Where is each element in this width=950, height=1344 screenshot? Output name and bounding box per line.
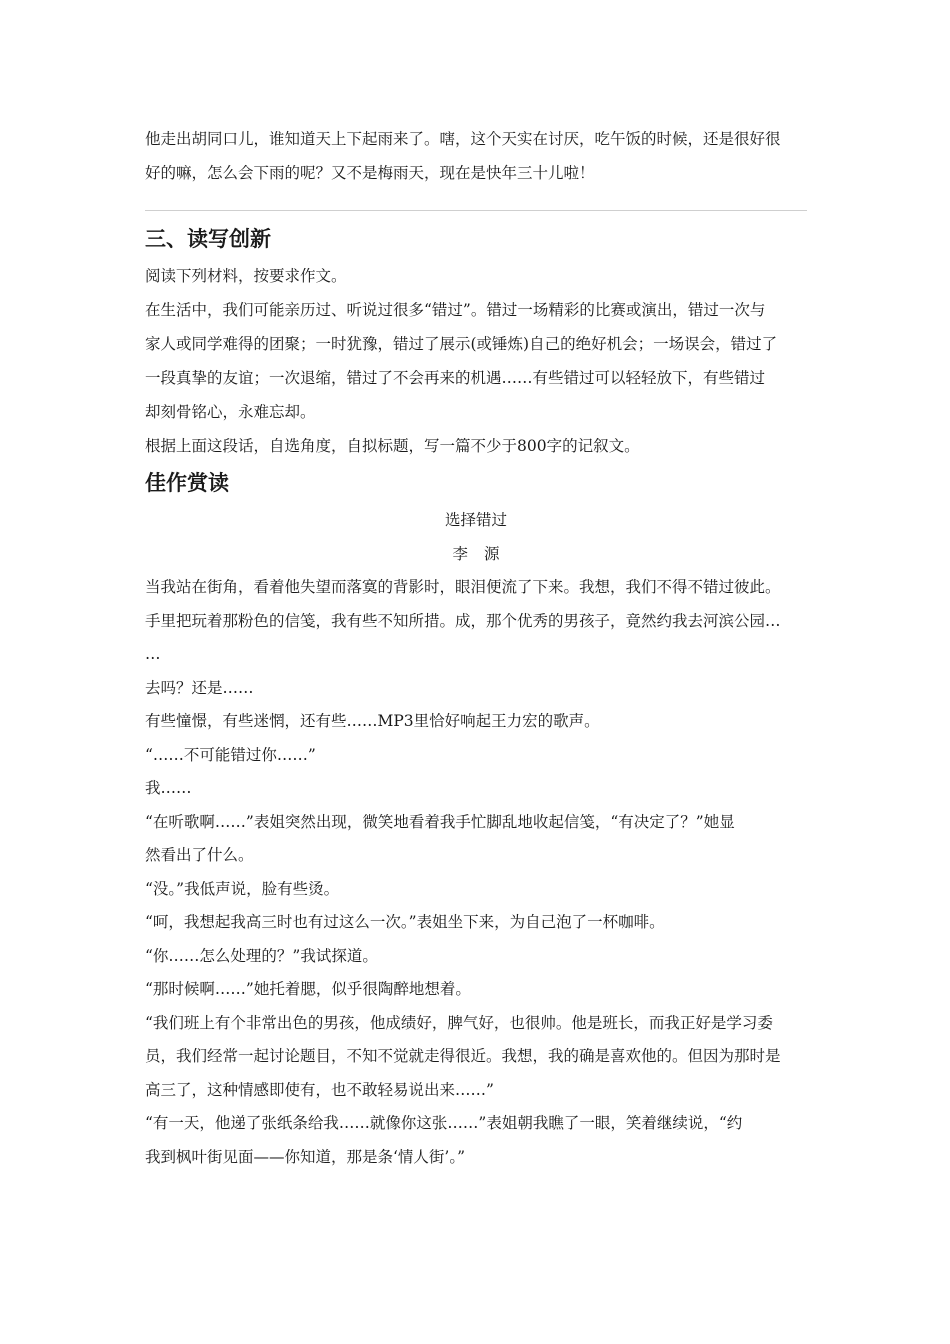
author-last-name: 源: [484, 545, 500, 563]
essay-title: 选择错过: [444, 511, 507, 529]
essay-line: “在听歌啊……”表姐突然出现，微笑地看着我手忙脚乱地收起信笺，“有决定了？”她显: [145, 812, 735, 831]
document-page: [145, 118, 807, 1174]
essay-line: “我们班上有个非常出色的男孩，他成绩好，脾气好，也很帅。他是班长，而我正好是学习委: [145, 1013, 773, 1032]
essay-body: [145, 571, 807, 1174]
text-line: 好的嘛，怎么会下雨的呢？又不是梅雨天，现在是快年三十儿啦！: [145, 164, 595, 182]
essay-line: 我……: [145, 779, 192, 797]
text-line: 在生活中，我们可能亲历过、听说过很多“错过”。错过一场精彩的比赛或演出，错过一次与: [145, 301, 766, 319]
author-first-name: 李: [452, 545, 468, 563]
text-line: 却刻骨铭心，永难忘却。: [145, 403, 316, 421]
essay-line: “那时候啊……”她托着腮，似乎很陶醉地想着。: [145, 980, 471, 998]
essay-line: “没。”我低声说，脸有些烫。: [145, 879, 340, 898]
essay-author: [145, 537, 807, 571]
essay-line: 我到枫叶街见面——你知道，那是条‘情人街’。”: [145, 1147, 466, 1166]
text-line: 他走出胡同口儿，谁知道天上下起雨来了。嗐，这个天实在讨厌，吃午饭的时候，还是很好很: [145, 130, 781, 148]
essay-line: 去吗？还是……: [145, 678, 254, 697]
instruction-text: 阅读下列材料，按要求作文。: [145, 267, 347, 285]
text-line: 家人或同学难得的团聚；一时犹豫，错过了展示(或锤炼)自己的绝好机会；一场误会，错过了: [145, 335, 778, 353]
essay-line: 员，我们经常一起讨论题目，不知不觉就走得很近。我想，我的确是喜欢他的。但因为那时是: [145, 1047, 781, 1065]
intro-paragraph: [145, 122, 807, 190]
requirement-text: 根据上面这段话，自选角度，自拟标题，写一篇不少于800字的记叙文。: [145, 437, 640, 455]
essay-line: “呵，我想起我高三时也有过这么一次。”表姐坐下来，为自己泡了一杯咖啡。: [145, 913, 665, 931]
section-heading-essay-appreciation: 佳作赏读: [145, 471, 229, 495]
section-heading-reading-writing: 三、读写创新: [145, 227, 271, 251]
text-line: 一段真挚的友谊；一次退缩，错过了不会再来的机遇……有些错过可以轻轻放下，有些错过: [145, 369, 766, 387]
essay-line: “你……怎么处理的？”我试探道。: [145, 946, 378, 965]
material-paragraph: [145, 293, 807, 429]
essay-line: “有一天，他递了张纸条给我……就像你这张……”表姐朝我瞧了一眼，笑着继续说，“约: [145, 1114, 743, 1132]
section-divider: [145, 210, 807, 211]
essay-line: “……不可能错过你……”: [145, 745, 316, 764]
essay-line: 然看出了什么。: [145, 846, 254, 864]
essay-line: 手里把玩着那粉色的信笺，我有些不知所措。成，那个优秀的男孩子，竟然约我去河滨公园…: [145, 611, 781, 630]
essay-line: 当我站在街角，看着他失望而落寞的背影时，眼泪便流了下来。我想，我们不得不错过彼此。: [145, 578, 781, 596]
essay-line: 有些憧憬，有些迷惘，还有些……MP3里恰好响起王力宏的歌声。: [145, 712, 600, 730]
essay-line: …: [145, 645, 161, 663]
essay-line: 高三了，这种情感即使有，也不敢轻易说出来……”: [145, 1080, 494, 1099]
